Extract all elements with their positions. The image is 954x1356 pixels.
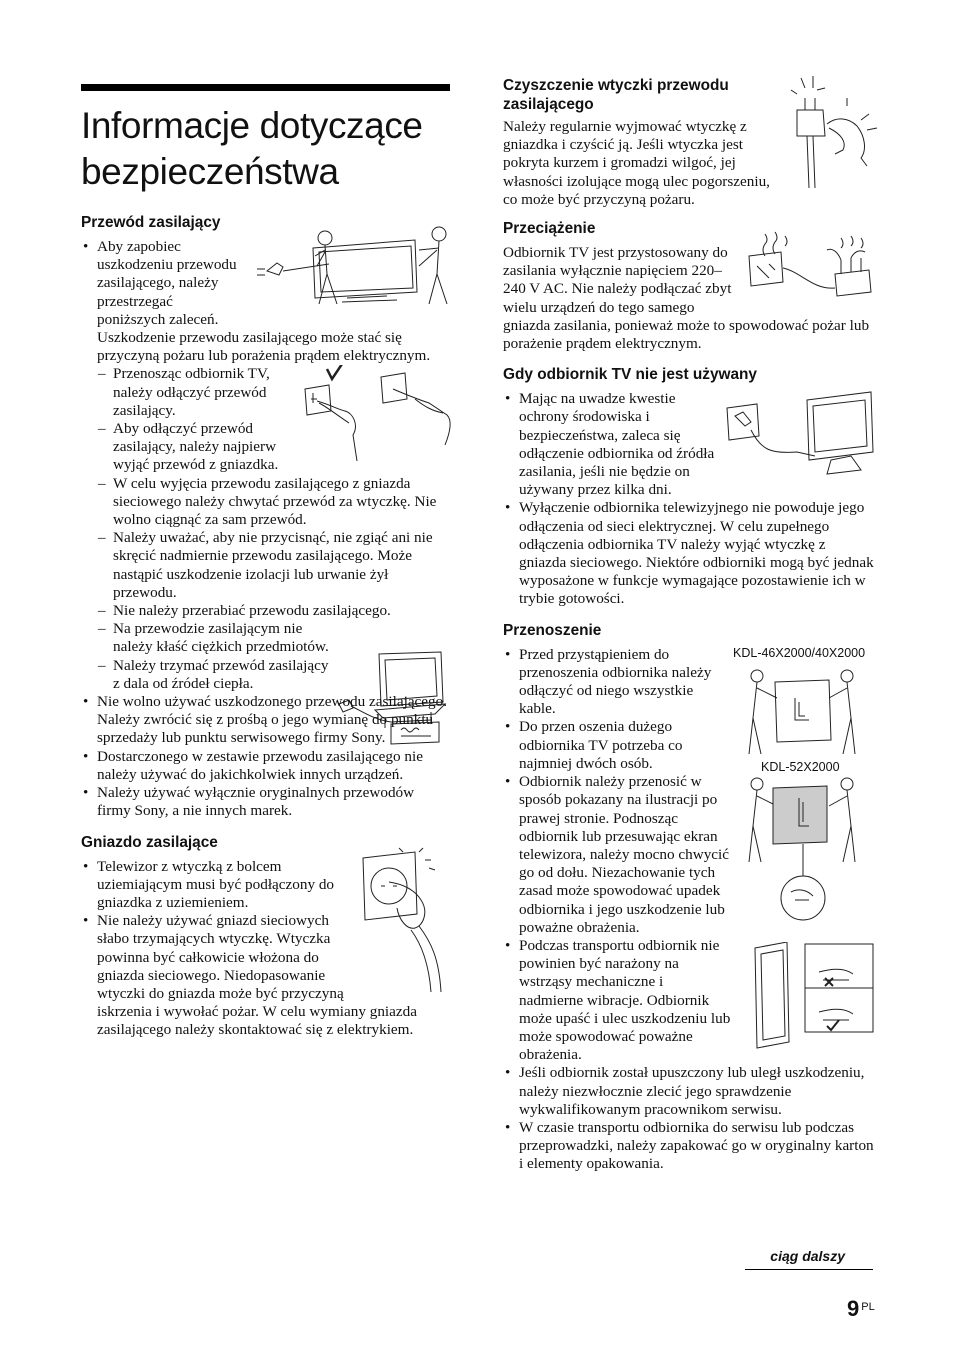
cleaning-text: Należy regularnie wyjmować wtyczkę z gniazdka i czyścić ją. Jeśli wtyczka jest pokryta kurzem i gromadzi wilgoć, jej własności izolujące mogą ulec pogorszeniu, co może być przyczyną pożaru. [503, 118, 770, 208]
list-item: – Na przewodzie zasilającym nie należy kłaść ciężkich przedmiotów. [81, 620, 451, 656]
list-item: • Telewizor z wtyczką z bolcem uziemiającym musi być podłączony do gniazdka z uziemieniem. [81, 858, 451, 913]
list-item: • Jeśli odbiornik został upuszczony lub uległ uszkodzeniu, należy niezwłocznie zlecić jego sprawdzenie wykwalifikowanym pracownikom serwisu. [503, 1064, 875, 1119]
page-title: Informacje dotyczące bezpieczeństwa [81, 105, 423, 192]
power-cord-dash-list [81, 365, 451, 693]
socket-bullet-list [81, 858, 451, 1040]
list-item: – Przenosząc odbiornik TV, należy odłączyć przewód zasilający. [81, 365, 451, 420]
power-cord-section [81, 238, 451, 821]
list-item: – Należy trzymać przewód zasilający z dala od źródeł ciepła. [81, 657, 451, 693]
power-cord-intro-cont: Uszkodzenie przewodu zasilającego może stać się przyczyną pożaru lub porażenia prądem elektrycznym. [97, 329, 431, 365]
power-cord-bullet-list [81, 693, 451, 820]
list-item: – Aby odłączyć przewód zasilający, należy najpierw wyjąć przewód z gniazdka. [81, 420, 451, 475]
page-number-value: 9 [847, 1296, 860, 1321]
list-item: • Wyłączenie odbiornika telewizyjnego nie powoduje jego odłączenia od sieci elektrycznej. W celu zupełnego odłączenia odbiornika TV należy wyjąć wtyczkę z gniazda sieciowego. Niektóre odbiorniki mogą być jednak wyposażone w funkcje wymagające pozostawienie ich w trybie gotowości. [503, 499, 875, 608]
heading-overload: Przeciążenie [503, 220, 596, 238]
page-number [847, 1296, 875, 1322]
not-in-use-bullet-list [503, 390, 875, 608]
heading-not-in-use: Gdy odbiornik TV nie jest używany [503, 366, 757, 384]
list-item: • Odbiornik należy przenosić w sposób pokazany na ilustracji po prawej stronie. Podnosząc odbiornik lub przesuwając ekran telewizora, należy mocno chwycić go od dołu. Niezachowanie tych zasad może spowodować upadek odbiornika i jego uszkodzenie lub poważne obrażenia. [503, 773, 875, 937]
model-label-b: KDL-52X2000 [761, 759, 840, 774]
title-rule [81, 84, 450, 91]
list-item: • Dostarczonego w zestawie przewodu zasilającego nie należy używać do jakichkolwiek innych urządzeń. [81, 748, 451, 784]
heading-power-cord: Przewód zasilający [81, 214, 221, 231]
heading-socket: Gniazdo zasilające [81, 833, 218, 851]
carrying-section [503, 646, 875, 1174]
overload-text: Odbiornik TV jest przystosowany do zasilania wyłącznie napięciem 220–240 V AC. Nie należy podłączać zbyt wielu urządzeń do tego samego gniazda zasilania, ponieważ może to spowodować pożar lub porażenie prądem elektrycznym. [503, 244, 870, 353]
right-column [503, 76, 875, 1174]
model-label-a: KDL-46X2000/40X2000 [733, 645, 866, 660]
list-item: – Nie należy przerabiać przewodu zasilającego. [81, 602, 451, 620]
heading-carrying: Przenoszenie [503, 621, 602, 639]
plug-cleaning-illustration [787, 76, 879, 194]
list-item: – Należy uważać, aby nie przycisnąć, nie zgiąć ani nie skręcić nadmiernie przewodu zasilającego. Może nastąpić uszkodzenie izolacji lub urwanie żył przewodu. [81, 529, 451, 602]
continued-label: ciąg dalszy [745, 1248, 873, 1270]
list-item: • Nie wolno używać uszkodzonego przewodu zasilającego. Należy zwrócić się z prośbą o jego wymianę do punktu sprzedaży lub punktu serwisowego firmy Sony. [81, 693, 451, 748]
language-code: PL [861, 1301, 875, 1313]
left-column [81, 84, 451, 1040]
overload-illustration [741, 230, 881, 302]
list-item: • W czasie transportu odbiornika do serwisu lub podczas przeprowadzki, należy zapakować go w oryginalny karton i elementy opakowania. [503, 1119, 875, 1174]
list-item: – W celu wyjęcia przewodu zasilającego z gniazda sieciowego należy chwytać przewód za wtyczkę. Nie wolno ciągnąć za sam przewód. [81, 475, 451, 530]
list-item: • Należy używać wyłącznie oryginalnych przewodów firmy Sony, a nie innych marek. [81, 784, 451, 820]
power-cord-intro-list [81, 238, 451, 329]
list-item: • Do przen oszenia dużego odbiornika TV potrzeba co najmniej dwóch osób. [503, 718, 875, 773]
list-item: • Przed przystąpieniem do przenoszenia odbiornika należy odłączyć od niego wszystkie kable. [503, 646, 875, 719]
heading-cleaning: Czyszczenie wtyczki przewodu zasilającego [503, 77, 729, 113]
list-item: • Mając na uwadze kwestie ochrony środowiska i bezpieczeństwa, zaleca się odłączenie odbiornika od źródła zasilania, jeśli nie będzie on używany przez kilka dni. [503, 390, 875, 499]
socket-section [81, 858, 451, 1040]
list-item: • Nie należy używać gniazd sieciowych słabo trzymających wtyczkę. Wtyczka powinna być całkowicie włożona do gniazda sieciowego. Niedopasowanie wtyczki do gniazda może być przyczyną iskrzenia i wywołać pożar. W celu wymiany gniazda zasilającego należy skontaktować się z elektrykiem. [81, 912, 451, 1039]
not-in-use-section [503, 390, 875, 608]
list-item: • Podczas transportu odbiornik nie powinien być narażony na wstrząsy mechaniczne i nadmierne wibracje. Odbiornik może upaść i ulec uszkodzeniu lub może spowodować poważne obrażenia. [503, 937, 875, 1064]
overload-section [503, 244, 875, 353]
carrying-bullet-list [503, 646, 875, 1174]
list-item: • Aby zapobiec uszkodzeniu przewodu zasilającego, należy przestrzegać poniższych zaleceń. [81, 238, 451, 329]
footer [745, 1248, 873, 1270]
